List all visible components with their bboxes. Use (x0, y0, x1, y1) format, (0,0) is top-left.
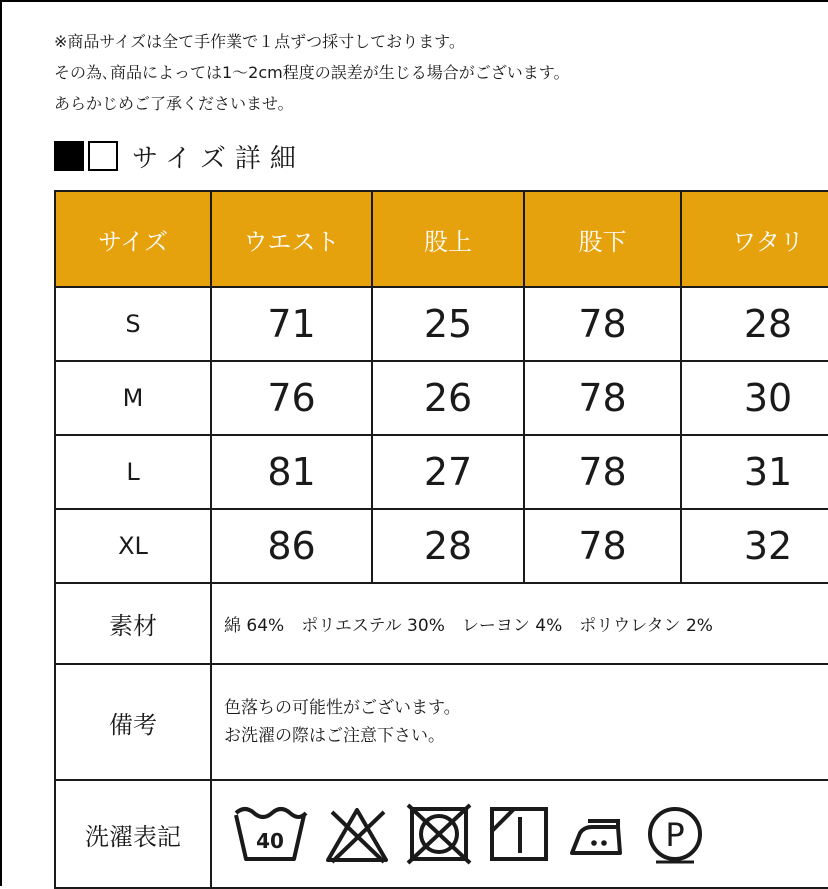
header-thigh: ワタリ (681, 191, 828, 287)
section-title: サイズ詳細 (132, 143, 305, 174)
no-tumble-dry-icon (406, 803, 472, 865)
notes-label: 備考 (55, 664, 211, 780)
material-label: 素材 (55, 583, 211, 664)
inseam-cell: 78 (524, 287, 681, 361)
rise-cell: 26 (372, 361, 524, 435)
notes-line-1: 色落ちの可能性がございます。 (224, 698, 461, 718)
dry-clean-p-icon (644, 803, 706, 865)
note-line-2: その為､商品によっては1〜2cm程度の誤差が生じる場合がございます。 (54, 63, 570, 82)
no-bleach-icon (324, 804, 390, 864)
notes-row (55, 664, 828, 780)
notes-line-2: お洗濯の際はご注意下さい。 (224, 726, 445, 746)
notes-cell (211, 664, 828, 780)
care-icons (212, 801, 828, 867)
note-line-1: ※商品サイズは全て手作業で１点ずつ採寸しております。 (54, 32, 465, 51)
header-rise: 股上 (372, 191, 524, 287)
measurement-notes (54, 26, 569, 119)
top-border-line (0, 0, 828, 2)
thigh-cell: 30 (681, 361, 828, 435)
size-cell: M (55, 361, 211, 435)
wash-temp-label: 40 (256, 829, 284, 853)
note-line-3: あらかじめご了承くださいませ。 (54, 94, 294, 113)
rise-cell: 25 (372, 287, 524, 361)
size-cell: S (55, 287, 211, 361)
thigh-cell: 32 (681, 509, 828, 583)
table-row (55, 287, 828, 361)
left-border-line (0, 0, 2, 886)
thigh-cell: 28 (681, 287, 828, 361)
white-square-icon (88, 141, 118, 171)
waist-cell: 86 (211, 509, 372, 583)
iron-low-icon (566, 809, 628, 859)
table-row (55, 435, 828, 509)
header-inseam: 股下 (524, 191, 681, 287)
size-detail-heading (54, 138, 305, 174)
waist-cell: 81 (211, 435, 372, 509)
rise-cell: 28 (372, 509, 524, 583)
table-row (55, 509, 828, 583)
table-row (55, 361, 828, 435)
size-table (54, 190, 828, 889)
inseam-cell: 78 (524, 361, 681, 435)
material-text: 綿 64% ポリエステル 30% レーヨン 4% ポリウレタン 2% (211, 583, 828, 664)
line-dry-icon (488, 803, 550, 865)
size-cell: L (55, 435, 211, 509)
header-waist: ウエスト (211, 191, 372, 287)
care-row (55, 780, 828, 888)
waist-cell: 76 (211, 361, 372, 435)
inseam-cell: 78 (524, 509, 681, 583)
wash-40-icon (232, 801, 308, 867)
header-size: サイズ (55, 191, 211, 287)
inseam-cell: 78 (524, 435, 681, 509)
waist-cell: 71 (211, 287, 372, 361)
care-icons-cell (211, 780, 828, 888)
rise-cell: 27 (372, 435, 524, 509)
material-row (55, 583, 828, 664)
care-label: 洗濯表記 (55, 780, 211, 888)
thigh-cell: 31 (681, 435, 828, 509)
black-square-icon (54, 141, 84, 171)
table-header-row (55, 191, 828, 287)
dry-clean-letter: P (665, 816, 685, 854)
size-cell: XL (55, 509, 211, 583)
